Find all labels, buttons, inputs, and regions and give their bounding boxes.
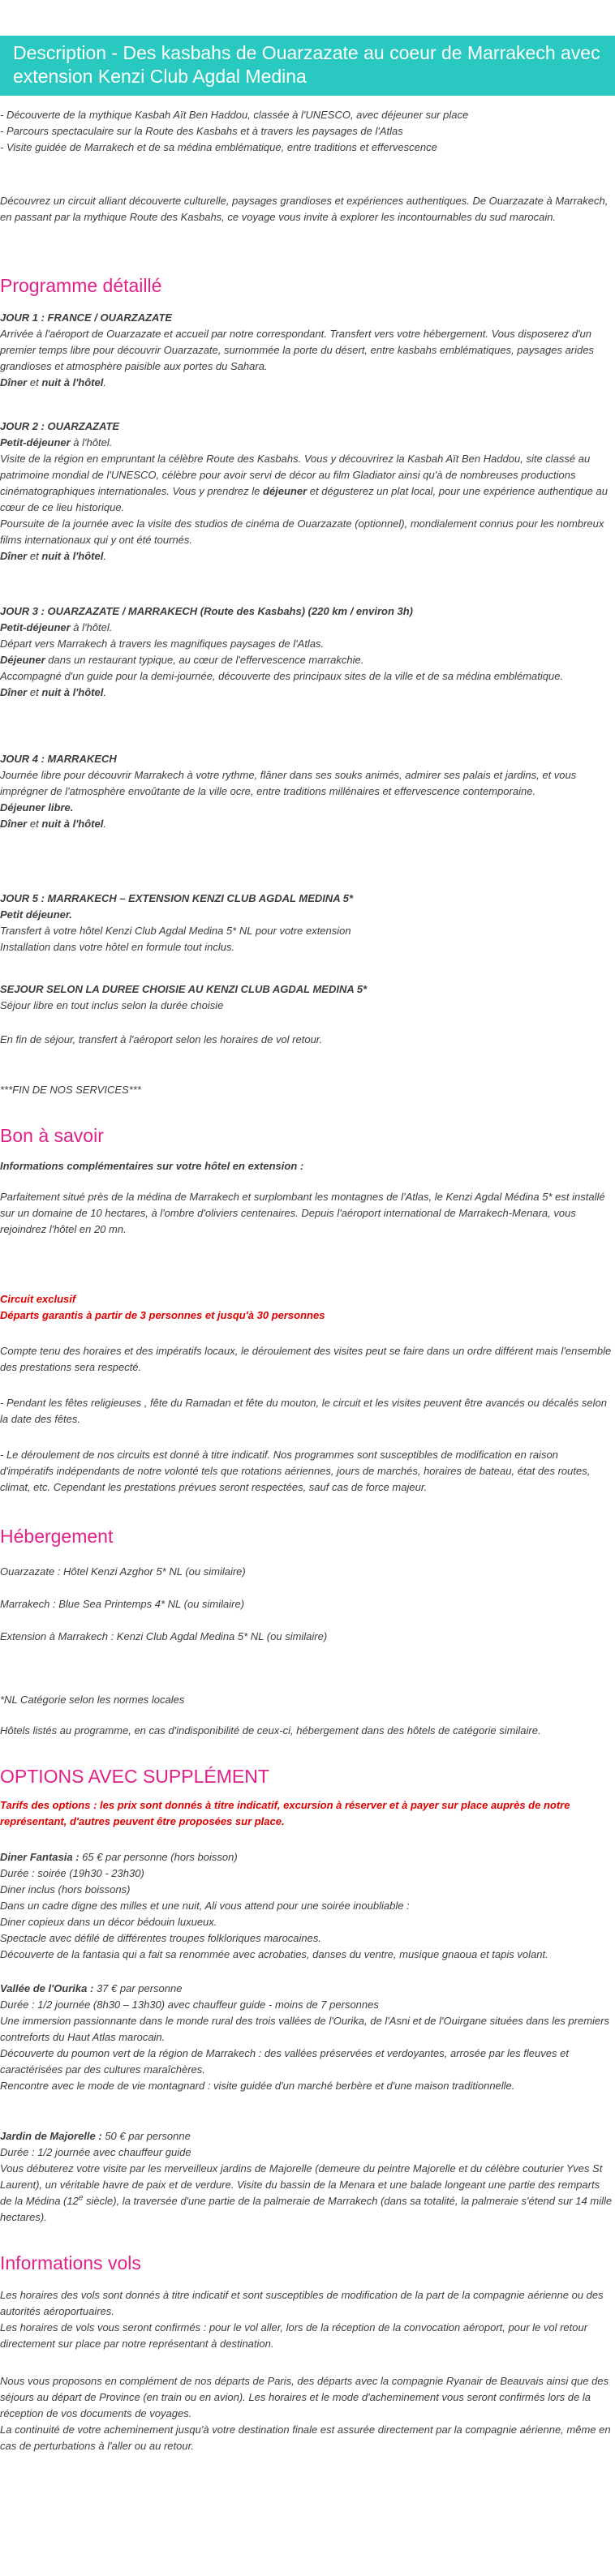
page-title: Description - Des kasbahs de Ouarzazate au coeur de Marrakech avec extension Kenzi Club Agdal Medina [13, 42, 600, 87]
end-services-text: ***FIN DE NOS SERVICES*** [0, 1084, 141, 1096]
stay-block [0, 981, 613, 1014]
day-text: Visite de la région en empruntant la célèbre Route des Kasbahs. Vous y découvrirez la Kasbah Aït Ben Haddou, site classé au patrimoine mondial de l'UNESCO, célèbre pour avoir servi de décor au film Gladiator ainsi qu'à de nombreuses productions cinématographiques internationales. Vous y prendrez le déjeuner et dégusterez un plat local, pour une expérience authentique au cœur de ce lieu historique. [0, 453, 608, 513]
lodging-text: Ouarzazate : Hôtel Kenzi Azghor 5* NL (ou similaire) [0, 1565, 246, 1578]
note-text: - Pendant les fêtes religieuses , fête du Ramadan et fête du mouton, le circuit et les visites peuvent être avancés ou décalés selon la date des fêtes. [0, 1397, 607, 1425]
options-warning [0, 1797, 613, 1830]
options-warning-text: Tarifs des options : les prix sont donnés à titre indicatif, excursion à réserver et à payer sur place auprès de notre représentant, d'autres peuvent être proposées sur place. [0, 1799, 570, 1827]
list-note-text: Hôtels listés au programme, en cas d'indisponibilité de ceux-ci, hébergement dans des hôtels de catégorie similaire. [0, 1724, 541, 1737]
flights-heading: Informations vols [0, 2252, 141, 2273]
option-line: Vous débuterez votre visite par les merveilleux jardins de Majorelle (demeure du peintre Majorelle et du célèbre couturier Yves St Laurent), un véritable havre de paix et de verdure. Visite du bassin de la Menara et une balade longeant une partie des remparts de la Médina (12e siècle), la traversée d'une partie de la palmeraie de Marrakech (dans sa totalité, la palmeraie s'étend sur 14 mille hectares). [0, 2162, 613, 2223]
day-1 [0, 310, 613, 391]
day-text: Arrivée à l'aéroport de Ouarzazate et accueil par notre correspondant. Transfert vers votre hébergement. Vous disposerez d'un premier temps libre pour découvrir Ouarzazate, surnommée la porte du désert, entre kasbahs emblématiques, paysages arides grandioses et atmosphère paisible aux portes du Sahara. [0, 328, 594, 372]
day-text: Accompagné d'un guide pour la demi-journée, découverte des principaux sites de la ville et de sa médina emblématique. [0, 670, 564, 682]
intro-bullets [0, 107, 613, 156]
day-title: JOUR 4 : MARRAKECH [0, 753, 117, 765]
guaranteed-label: Départs garantis à partir de 3 personnes et jusqu'à 30 personnes [0, 1309, 325, 1321]
day-dinner: Dîner et nuit à l'hôtel. [0, 686, 106, 698]
day-text: Installation dans votre hôtel en formule tout inclus. [0, 941, 235, 953]
day-title: JOUR 2 : OUARZAZATE [0, 420, 120, 432]
day-title: JOUR 5 : MARRAKECH – EXTENSION KENZI CLUB AGDAL MEDINA 5* [0, 892, 354, 904]
note-text: - Le déroulement de nos circuits est donné à titre indicatif. Nos programmes sont susceptibles de modification en raison d'impératifs indépendants de notre volonté tels que rotations aériennes, jours de marchés, horaires de bateau, état des routes, climat, etc. Cependant les prestations prévues seront respectées, sauf cas de force majeur. [0, 1449, 591, 1493]
day-breakfast: Petit déjeuner. [0, 908, 72, 921]
intro-bullet: - Parcours spectaculaire sur la Route des Kasbahs et à travers les paysages de l'Atlas [0, 125, 403, 137]
hotel-info [0, 1189, 613, 1238]
flights-text: Les horaires de vols vous seront confirmés : pour le vol aller, lors de la réception de la convocation aéroport, pour le vol retour directement sur place par notre représentant à destination. [0, 2321, 588, 2350]
list-note [0, 1723, 613, 1739]
day-4 [0, 751, 613, 832]
lodging-item [0, 1564, 613, 1580]
title-banner [0, 36, 615, 96]
intro-bullet: - Découverte de la mythique Kasbah Aït Ben Haddou, classée à l'UNESCO, avec déjeuner sur place [0, 109, 469, 121]
note-1 [0, 1343, 613, 1376]
flights-text: Les horaires des vols sont donnés à titre indicatif et sont susceptibles de modification de la part de la compagnie aérienne ou des autorités aéroportuaires. [0, 2289, 604, 2317]
day-text: Transfert à votre hôtel Kenzi Club Agdal Medina 5* NL pour votre extension [0, 925, 351, 937]
note-2 [0, 1395, 613, 1428]
option-line: Une immersion passionnante dans le monde rural des trois vallées de l'Ourika, de l'Asni et de l'Ouirgane situées dans les premiers contreforts du Haut Atlas marocain. [0, 2015, 609, 2043]
flights-text: La continuité de votre acheminement jusqu'à votre destination finale est assurée directement par la compagnie aérienne, même en cas de perturbations à l'aller ou au retour. [0, 2424, 611, 2452]
option-line: Diner inclus (hors boissons) [0, 1883, 131, 1896]
day-lunch: Déjeuner dans un restaurant typique, au cœur de l'effervescence marrakchie. [0, 654, 364, 666]
option-line: Durée : soirée (19h30 - 23h30) [0, 1867, 144, 1879]
note-text: Compte tenu des horaires et des impératifs locaux, le déroulement des visites peut se faire dans un ordre différent mais l'ensemble des prestations sera respecté. [0, 1345, 612, 1373]
day-2 [0, 419, 613, 565]
lodging-item [0, 1596, 613, 1612]
lodging-text: Extension à Marrakech : Kenzi Club Agdal Medina 5* NL (ou similaire) [0, 1630, 328, 1642]
option-title: Diner Fantasia : 65 € par personne (hors boisson) [0, 1851, 238, 1863]
nl-note-text: *NL Catégorie selon les normes locales [0, 1694, 185, 1706]
option-line: Découverte de la fantasia qui a fait sa renommée avec acrobaties, danses du ventre, musique gnaoua et tapis volant. [0, 1948, 548, 1960]
nl-note [0, 1692, 613, 1708]
note-3 [0, 1447, 613, 1496]
stay-title: SEJOUR SELON LA DUREE CHOISIE AU KENZI CLUB AGDAL MEDINA 5* [0, 983, 368, 995]
day-breakfast: Petit-déjeuner à l'hôtel. [0, 436, 113, 449]
stay-text: Séjour libre en tout inclus selon la durée choisie [0, 999, 224, 1011]
day-text: Journée libre pour découvrir Marrakech à votre rythme, flâner dans ses souks animés, admirer ses palais et jardins, et vous imprégner de l'atmosphère envoûtante de la ville ocre, entre traditions millénaires et effervescence contemporaine. [0, 769, 577, 797]
option-line: Durée : 1/2 journée avec chauffeur guide [0, 2146, 191, 2158]
program-heading: Programme détaillé [0, 275, 162, 296]
hotel-info-title [0, 1158, 613, 1174]
hotel-info-text: Parfaitement situé près de la médina de Marrakech et surplombant les montagnes de l'Atlas, le Kenzi Agdal Médina 5* est installé sur un domaine de 10 hectares, à l'ombre d'oliviers centenaires. Depuis l'aéroport international de Marrakech-Menara, vous rejoindrez l'hôtel en 20 mn. [0, 1191, 605, 1235]
flights-text: Nous vous proposons en complément de nos départs de Paris, des départs avec la compagnie Ryanair de Beauvais ainsi que des séjours au départ de Province (en train ou en avion). Les horaires et le mode d'acheminement vous seront confirmés lors de la réception de vos documents de voyages. [0, 2375, 609, 2419]
day-3 [0, 603, 613, 701]
hotel-info-title-text: Informations complémentaires sur votre hôtel en extension : [0, 1160, 304, 1172]
options-heading: OPTIONS AVEC SUPPLÉMENT [0, 1766, 269, 1787]
good-to-know-heading: Bon à savoir [0, 1125, 104, 1146]
flights-info [0, 2287, 613, 2352]
option-line: Spectacle avec défilé de différentes troupes folkloriques marocaines. [0, 1932, 321, 1944]
option-fantasia [0, 1849, 613, 1963]
option-title: Vallée de l'Ourika : 37 € par personne [0, 1982, 183, 1994]
end-services [0, 1082, 613, 1098]
exclusive-label: Circuit exclusif [0, 1293, 76, 1305]
flights-departures [0, 2373, 613, 2454]
end-transfer [0, 1032, 613, 1048]
day-dinner: Dîner et nuit à l'hôtel. [0, 376, 106, 389]
day-dinner: Dîner et nuit à l'hôtel. [0, 818, 106, 830]
lodging-item [0, 1629, 613, 1645]
day-lunch: Déjeuner libre. [0, 801, 74, 814]
option-line: Découverte du poumon vert de la région de Marrakech : des vallées préservées et verdoyantes, arrosée par les fleuves et caractérisées par des cultures maraîchères. [0, 2047, 569, 2076]
day-text: Poursuite de la journée avec la visite des studios de cinéma de Ouarzazate (optionnel), mondialement connus pour les nombreux films internationaux qui y ont été tournés. [0, 517, 604, 546]
intro-paragraph [0, 193, 613, 225]
intro-text: Découvrez un circuit alliant découverte culturelle, paysages grandioses et expériences authentiques. De Ouarzazate à Marrakech, en passant par la mythique Route des Kasbahs, ce voyage vous invite à explorer les incontournables du sud marocain. [0, 195, 609, 223]
exclusive-block [0, 1291, 613, 1324]
option-majorelle [0, 2128, 613, 2226]
option-title: Jardin de Majorelle : 50 € par personne [0, 2130, 191, 2142]
day-breakfast: Petit-déjeuner à l'hôtel. [0, 621, 113, 633]
option-ourika [0, 1981, 613, 2094]
day-title: JOUR 1 : FRANCE / OUARZAZATE [0, 311, 173, 324]
day-5 [0, 891, 613, 955]
lodging-heading: Hébergement [0, 1526, 114, 1547]
option-line: Durée : 1/2 journée (8h30 – 13h30) avec chauffeur guide - moins de 7 personnes [0, 1999, 379, 2011]
end-transfer-text: En fin de séjour, transfert à l'aéroport selon les horaires de vol retour. [0, 1033, 323, 1045]
option-line: Dans un cadre digne des milles et une nuit, Ali vous attend pour une soirée inoubliable : [0, 1900, 410, 1912]
day-title: JOUR 3 : OUARZAZATE / MARRAKECH (Route des Kasbahs) (220 km / environ 3h) [0, 605, 413, 617]
lodging-text: Marrakech : Blue Sea Printemps 4* NL (ou similaire) [0, 1598, 245, 1610]
day-text: Départ vers Marrakech à travers les magnifiques paysages de l'Atlas. [0, 638, 325, 650]
option-line: Rencontre avec le mode de vie montagnard : visite guidée d'un marché berbère et d'une maison traditionnelle. [0, 2080, 515, 2092]
day-dinner: Dîner et nuit à l'hôtel. [0, 550, 106, 562]
option-line: Diner copieux dans un décor bédouin luxueux. [0, 1916, 217, 1928]
intro-bullet: - Visite guidée de Marrakech et de sa médina emblématique, entre traditions et effervescence [0, 141, 437, 153]
